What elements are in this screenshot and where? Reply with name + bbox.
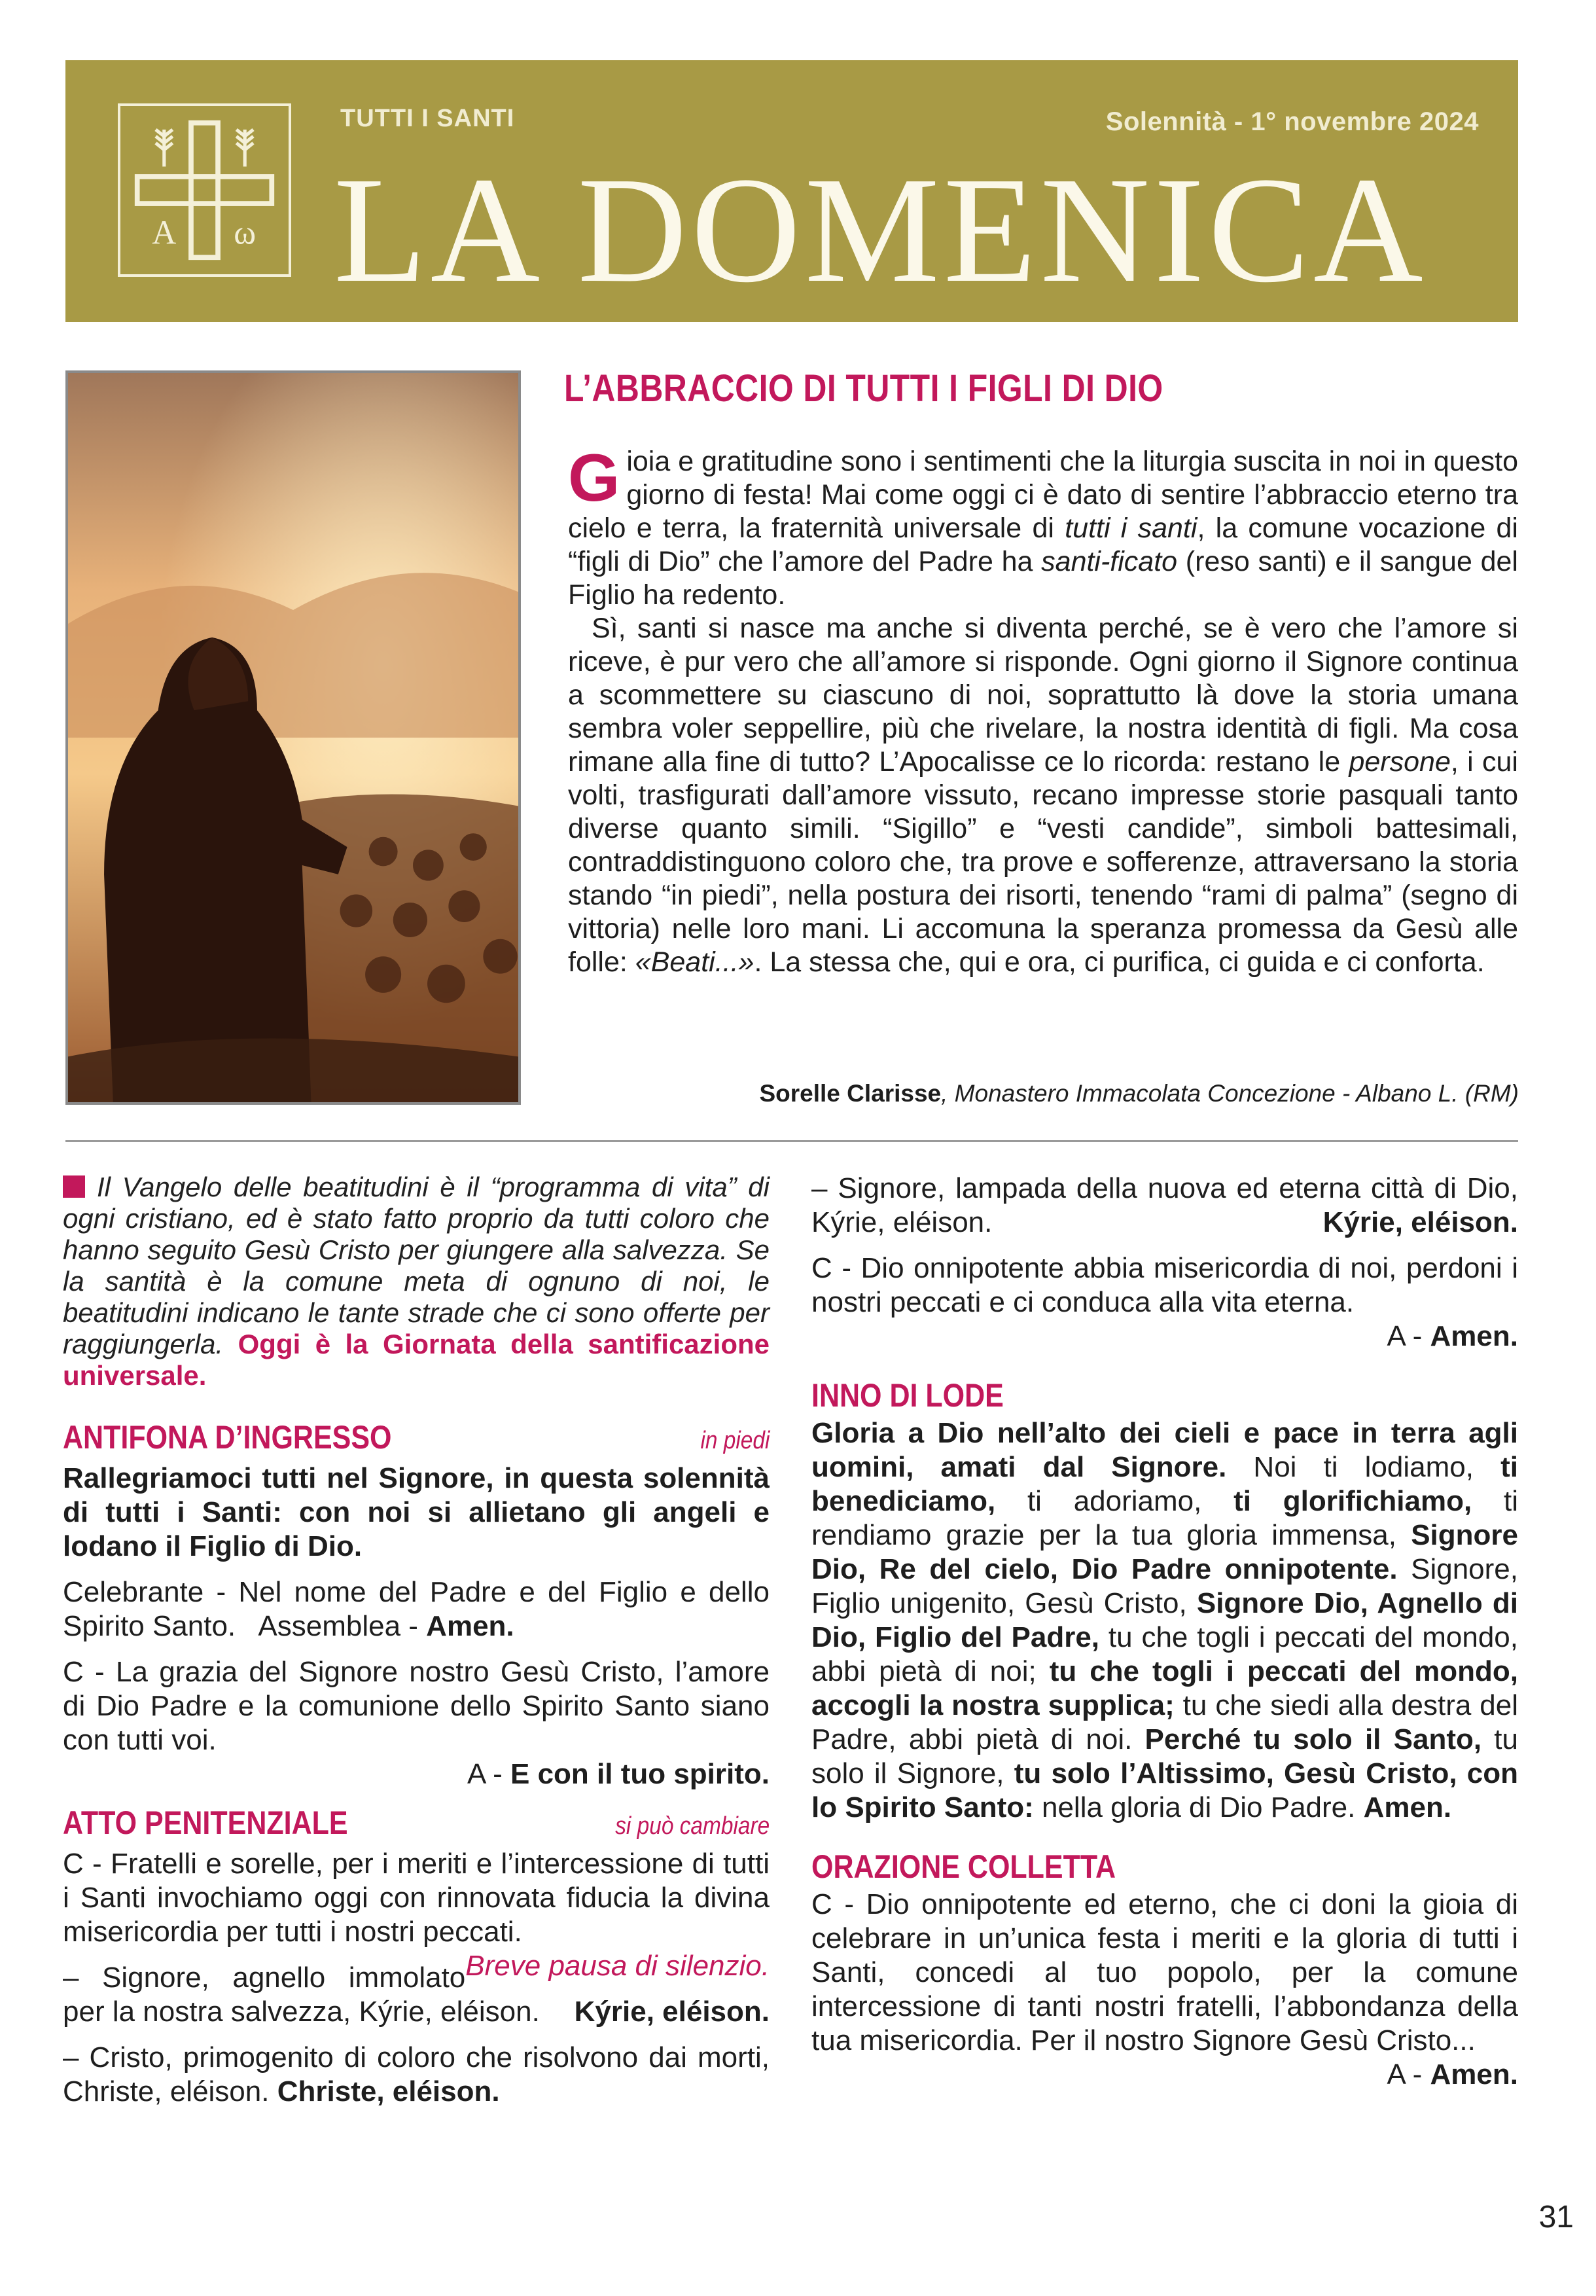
kyrie-invocation: – Signore, agnello immolato per la nostra salvezza, Kýrie, eléison. Kýrie, eléison. bbox=[63, 1962, 770, 2028]
penitential-invitation: C - Fratelli e sorelle, per i meriti e l’intercessione di tutti i Santi invochiamo oggi con rinnovata fiducia la divina misericordia per tutti i nostri peccati. Breve pausa di silenzio. bbox=[63, 1848, 770, 1982]
section-title: ORAZIONE COLLETTA bbox=[811, 1848, 1116, 1885]
section-title: ANTIFONA D’INGRESSO bbox=[63, 1419, 392, 1456]
left-column bbox=[63, 1172, 770, 2121]
option-note: si può cambiare bbox=[614, 1812, 770, 1840]
kicker-label: TUTTI I SANTI bbox=[340, 105, 515, 132]
svg-text:A: A bbox=[152, 214, 177, 252]
svg-text:ω: ω bbox=[234, 214, 257, 252]
antifona-header bbox=[63, 1420, 770, 1458]
antifona-text: Rallegriamoci tutti nel Signore, in questa solennità di tutti i Santi: con noi si allietano gli angeli e lodano il Figlio di Dio. bbox=[63, 1462, 770, 1562]
christe-invocation: – Cristo, primogenito di coloro che risolvono dai morti, Christe, eléison. Christe, eléison. bbox=[63, 2041, 770, 2108]
kyrie-invocation: – Signore, lampada della nuova ed eterna città di Dio, Kýrie, eléison. Kýrie, eléison. bbox=[811, 1172, 1518, 1238]
article-body bbox=[568, 440, 1518, 979]
right-column bbox=[811, 1172, 1518, 2092]
section-title: ATTO PENITENZIALE bbox=[63, 1804, 348, 1841]
section-title: INNO DI LODE bbox=[811, 1377, 1004, 1414]
article-headline: L’ABBRACCIO DI TUTTI I FIGLI DI DIO bbox=[564, 367, 1163, 410]
absolution: C - Dio onnipotente abbia misericordia di noi, perdoni i nostri peccati e ci conduca alla vita eterna. bbox=[811, 1252, 1518, 1318]
square-bullet-icon bbox=[63, 1175, 85, 1198]
article-paragraph: Sì, santi si nasce ma anche si diventa perché, se è vero che l’amore si riceve, è pur vero che all’amore si risponde. Ogni giorno il Signore continua a scommettere su ciascuno di noi, soprattutto là dove la storia umana sembra voler seppellire, più che rivelare, la nostra identità di figli. Ma cosa rimane alla fine di tutto? L’Apocalisse ce lo ricorda: restano le persone, i cui volti, trasfigurati dall’amore vissuto, recano impresse storie pasquali tanto diverse quanto simili. “Sigillo” e “vesti candide”, simboli battesimali, contraddistinguono coloro che, tra prove e sofferenze, attraversano la storia stando “in piedi”, nella postura dei risorti, tenendo “rami di palma” (segno di vittoria) nelle loro mani. Li accomuna la speranza promessa da Gesù alle folle: «Beati...». La stessa che, qui e ora, ci purifica, ci guida e ci conforta. bbox=[568, 613, 1518, 978]
celebrant-greeting: Celebrante - Nel nome del Padre e del Figlio e dello Spirito Santo. Assemblea - Amen. bbox=[63, 1576, 770, 1642]
response: A - Amen. bbox=[1387, 1320, 1518, 1352]
grace-greeting: C - La grazia del Signore nostro Gesù Cristo, l’amore di Dio Padre e la comunione dello Spirito Santo siano con tutti voi. bbox=[63, 1656, 770, 1756]
article-paragraph: Gioia e gratitudine sono i sentimenti che la liturgia suscita in noi in questo giorno di festa! Mai come oggi ci è dato di sentire l’abbraccio eterno tra cielo e terra, la fraternità universale di tutti i santi, la comune vocazione di “figli di Dio” che l’amore del Padre ha santi-ficato (reso santi) e il sangue del Figlio ha redento. bbox=[568, 440, 1518, 611]
gospel-intro: Il Vangelo delle beatitudini è il “programma di vita” di ogni cristiano, ed è stato fatto proprio da tutti coloro che hanno seguito Gesù Cristo per giungere alla salvezza. Se la santità è la comune meta di ognuno di noi, le beatitudini indicano le tante strade che ci sono offerte per raggiungerla. Oggi è la Giornata della santificazione universale. bbox=[63, 1172, 770, 1391]
drop-cap: G bbox=[568, 440, 620, 515]
posture-note: in piedi bbox=[700, 1427, 770, 1454]
page-number: 31 bbox=[1538, 2200, 1574, 2234]
response: A - E con il tuo spirito. bbox=[467, 1758, 770, 1790]
masthead-band bbox=[65, 60, 1518, 322]
colletta-header bbox=[811, 1850, 1518, 1884]
masthead-title: LA DOMENICA bbox=[334, 146, 1427, 314]
jesus-preaching-illustration bbox=[65, 370, 521, 1105]
colletta-text: C - Dio onnipotente ed eterno, che ci doni la gioia di celebrare in un’unica festa i meriti e la gloria di tutti i Santi, concedi al tuo popolo, per la comune intercessione di tanti nostri fratelli, l’abbondanza della tua misericordia. Per il nostro Signore Gesù Cristo... A - Amen. bbox=[811, 1888, 1518, 2090]
atto-header bbox=[63, 1806, 770, 1843]
dateline: Solennità - 1° novembre 2024 bbox=[1105, 107, 1479, 136]
gloria-text: Gloria a Dio nell’alto dei cieli e pace in terra agli uomini, amati dal Signore. Noi ti lodiamo, ti benediciamo, ti adoriamo, ti glorifichiamo, ti rendiamo grazie per la tua gloria immensa, Signore Dio, Re del cielo, Dio Padre onnipotente. Signore, Figlio unigenito, Gesù Cristo, Signore Dio, Agnello di Dio, Figlio del Padre, tu che togli i peccati del mondo, abbi pietà di noi; tu che togli i peccati del mondo, accogli la nostra supplica; tu che siedi alla destra del Padre, abbi pietà di noi. Perché tu solo il Santo, tu solo il Signore, tu solo l’Altissimo, Gesù Cristo, con lo Spirito Santo: nella gloria di Dio Padre. Amen. bbox=[811, 1417, 1519, 1823]
article-signature: Sorelle Clarisse, Monastero Immacolata Concezione - Albano L. (RM) bbox=[759, 1080, 1519, 1107]
cross-icon bbox=[120, 106, 289, 274]
cross-logo bbox=[118, 103, 291, 277]
divider bbox=[65, 1140, 1518, 1142]
inno-header bbox=[811, 1378, 1518, 1412]
